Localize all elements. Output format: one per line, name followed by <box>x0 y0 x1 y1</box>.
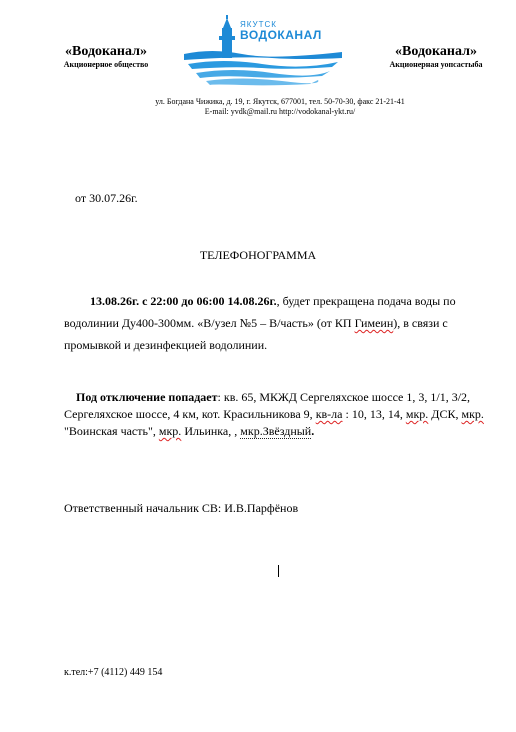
notice-text-2: ), в связи с промывкой и дезинфекцией водолинии. <box>64 316 448 352</box>
outage-mkr-2: мкр. <box>461 407 484 421</box>
right-org-type: Акционерная уопсастыба <box>389 60 483 69</box>
date-line: от 30.07.26г. <box>75 191 138 205</box>
notice-text-1: , будет прекращена подача воды по водолинии Ду400-300мм. «В/узел №5 – В/часть» (от КП <box>64 294 456 330</box>
company-logo <box>182 14 344 86</box>
outage-part-1: : кв. 65, МКЖД Сергеляхское шоссе 1, 3, 1/1, 3/2, Сергеляхское шоссе, 4 км, кот. Красильникова 9, <box>64 390 471 421</box>
notice-period: 13.08.26г. с 22:00 до 06:00 14.08.26г. <box>90 294 277 308</box>
outage-part-5: Ильинка, , <box>181 424 241 438</box>
left-org-name: «Водоканал» <box>65 44 147 59</box>
outage-part-4: "Воинская часть", <box>64 424 159 438</box>
address-line: ул. Богдана Чижика, д. 19, г. Якутск, 677001, тел. 50-70-30, факс 21-21-41 <box>155 97 405 106</box>
outage-mkr-1: мкр. <box>405 407 429 421</box>
outage-part-6: . <box>311 424 315 438</box>
address-block <box>100 97 460 117</box>
outage-paragraph <box>64 389 492 440</box>
notice-gimein: Гимеин <box>354 316 394 330</box>
outage-kv-la: кв-ла <box>315 407 343 421</box>
outage-mkr-4: мкр.Звёздный <box>240 424 312 438</box>
right-org-name: «Водоканал» <box>395 44 477 59</box>
text-cursor[interactable] <box>278 565 279 577</box>
outage-part-2: : 10, 13, 14, <box>342 407 406 421</box>
outage-label: Под отключение попадает <box>76 390 218 404</box>
right-org-block <box>368 44 504 69</box>
logo-brand: ВОДОКАНАЛ <box>240 28 322 42</box>
left-org-type: Акционерное общество <box>63 60 149 69</box>
outage-part-3: ДСК, <box>428 407 462 421</box>
logo-city: ЯКУТСК <box>240 20 277 29</box>
contact-line: к.тел:+7 (4112) 449 154 <box>64 667 163 678</box>
email-line: E-mail: yvdk@mail.ru http://vodokanal-ykt.ru/ <box>204 107 356 116</box>
left-org-block <box>40 44 172 69</box>
responsible-line: Ответственный начальник СВ: И.В.Парфёнов <box>64 501 299 515</box>
outage-mkr-3: мкр. <box>158 424 182 438</box>
doc-title: ТЕЛЕФОНОГРАММА <box>199 248 317 262</box>
notice-paragraph <box>64 290 492 356</box>
